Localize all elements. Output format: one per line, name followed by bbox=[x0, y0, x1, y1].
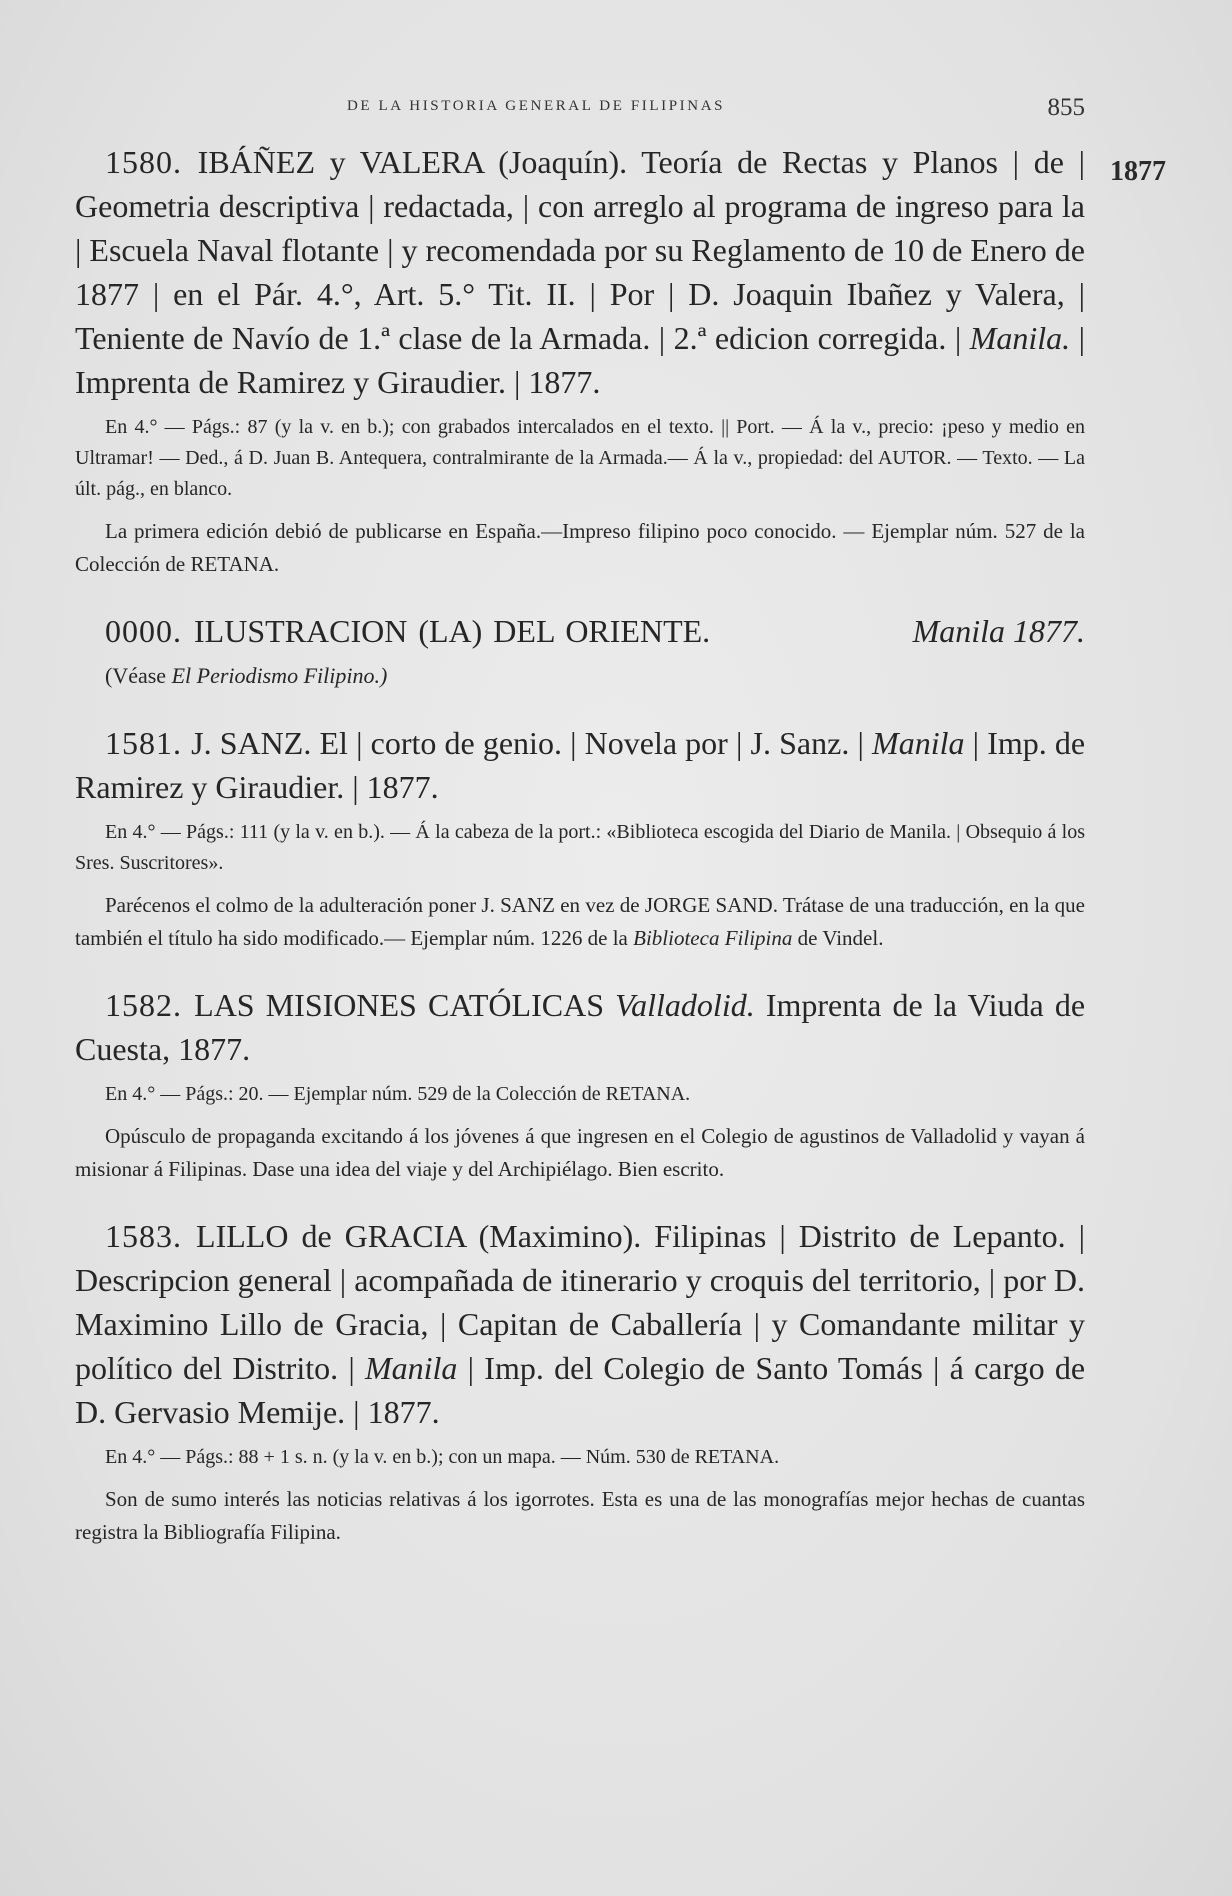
entry-heading bbox=[75, 1214, 1085, 1434]
entry-author: LILLO de GRACIA (Maximino). bbox=[196, 1218, 642, 1254]
entry-heading-left bbox=[105, 609, 710, 653]
entry-number: 1582. bbox=[105, 987, 182, 1023]
entry-title: Filipinas | Distrito de Lepanto. | Descripcion general | acompañada de itinerario y croquis del territorio, | por D. Maximino Lillo de Gracia, | Capitan de Caballería | y Comandante militar y político del Distrito. | bbox=[75, 1218, 1086, 1386]
entry-comment-tail: de Vindel. bbox=[797, 926, 884, 950]
entry-number: 0000. bbox=[105, 613, 182, 649]
entry-imprint: Imprenta de la Viuda de Cuesta, 1877. bbox=[75, 987, 1086, 1067]
entry-heading bbox=[75, 721, 1085, 809]
entry-place: Manila 1877. bbox=[912, 613, 1085, 649]
entries-list bbox=[75, 140, 1085, 1577]
entry-comment-title: Biblioteca Filipina bbox=[633, 926, 793, 950]
entry-place: Manila bbox=[364, 1350, 458, 1386]
entry-number: 1583. bbox=[105, 1218, 182, 1254]
entry-heading bbox=[75, 140, 1085, 404]
entry-reference bbox=[75, 659, 1085, 693]
entry-place: Valladolid. bbox=[615, 987, 755, 1023]
entry-author: IBÁÑEZ y VALERA (Joaquín). bbox=[197, 144, 628, 180]
entry-comment bbox=[75, 889, 1085, 955]
entry-comment: Son de sumo interés las noticias relativas á los igorrotes. Esta es una de las monografías mejor hechas de cuantas registra la Bibliografía Filipina. bbox=[75, 1487, 1085, 1544]
entry-number: 1580. bbox=[105, 144, 182, 180]
entry-place: Manila bbox=[872, 725, 965, 761]
entry-ref-prefix: (Véase bbox=[105, 663, 167, 688]
entry-imprint: | Imprenta de Ramirez y Giraudier. | 1877. bbox=[75, 320, 1086, 400]
entry-1583 bbox=[75, 1214, 1085, 1549]
entry-title: ILUSTRACION (LA) DEL ORIENTE. bbox=[194, 613, 711, 649]
entry-heading bbox=[75, 983, 1085, 1071]
entry-imprint: | Imp. de Ramirez y Giraudier. | 1877. bbox=[75, 725, 1086, 805]
entry-number: 1581. bbox=[105, 725, 182, 761]
entry-comment: Opúsculo de propaganda excitando á los jóvenes á que ingresen en el Colegio de agustinos de Valladolid y vayan á misionar á Filipinas. Dase una idea del viaje y del Archipiélago. Bien escrito. bbox=[75, 1124, 1085, 1181]
running-title: DE LA HISTORIA GENERAL DE FILIPINAS bbox=[347, 98, 726, 114]
entry-imprint: | Imp. del Colegio de Santo Tomás | á cargo de D. Gervasio Memije. | 1877. bbox=[75, 1350, 1086, 1430]
entry-comment: La primera edición debió de publicarse en España.—Impreso filipino poco conocido. — Ejemplar núm. 527 de la Colección de RETANA. bbox=[75, 519, 1085, 576]
entry-title: El | corto de genio. | Novela por | J. Sanz. | bbox=[319, 725, 864, 761]
margin-year: 1877 bbox=[1110, 156, 1166, 187]
running-head bbox=[75, 94, 1085, 124]
entry-author: J. SANZ. bbox=[191, 725, 312, 761]
entry-0000 bbox=[75, 609, 1085, 693]
entry-1581 bbox=[75, 721, 1085, 955]
entry-note: En 4.° — Págs.: 87 (y la v. en b.); con grabados intercalados en el texto. || Port. — Á la v., precio: ¡peso y medio en Ultramar! — Ded., á D. Juan B. Antequera, contralmirante de la Armada.— Á la v., propiedad: del AUTOR. — Texto. — La últ. pág., en blanco. bbox=[75, 416, 1085, 500]
entry-note: En 4.° — Págs.: 111 (y la v. en b.). — Á la cabeza de la port.: «Biblioteca escogida del Diario de Manila. | Obsequio á los Sres. Suscritores». bbox=[75, 821, 1085, 874]
entry-comment-text: Parécenos el colmo de la adulteración poner J. SANZ en vez de JORGE SAND. Trátase de una traducción, en la que también el título ha sido modificado.— Ejemplar núm. 1226 de la bbox=[75, 893, 1085, 950]
page-number: 855 bbox=[1047, 94, 1085, 121]
entry-1582 bbox=[75, 983, 1085, 1186]
entry-note: En 4.° — Págs.: 88 + 1 s. n. (y la v. en b.); con un mapa. — Núm. 530 de RETANA. bbox=[105, 1446, 780, 1468]
entry-heading bbox=[75, 609, 1085, 653]
entry-place: Manila. bbox=[969, 320, 1071, 356]
entry-1580 bbox=[75, 140, 1085, 581]
entry-ref-title: El Periodismo Filipino.) bbox=[171, 663, 388, 688]
entry-title: LAS MISIONES CATÓLICAS bbox=[194, 987, 604, 1023]
entry-note: En 4.° — Págs.: 20. — Ejemplar núm. 529 de la Colección de RETANA. bbox=[105, 1083, 691, 1105]
entry-title: Teoría de Rectas y Planos | de | Geometria descriptiva | redactada, | con arreglo al programa de ingreso para la | Escuela Naval flotante | y recomendada por su Reglamento de 10 de Enero de 1877 | en el Pár. 4.°, Art. 5.° Tit. II. | Por | D. Joaquin Ibañez y Valera, | Teniente de Navío de 1.ª clase de la Armada. | 2.ª edicion corregida. | bbox=[75, 144, 1086, 356]
